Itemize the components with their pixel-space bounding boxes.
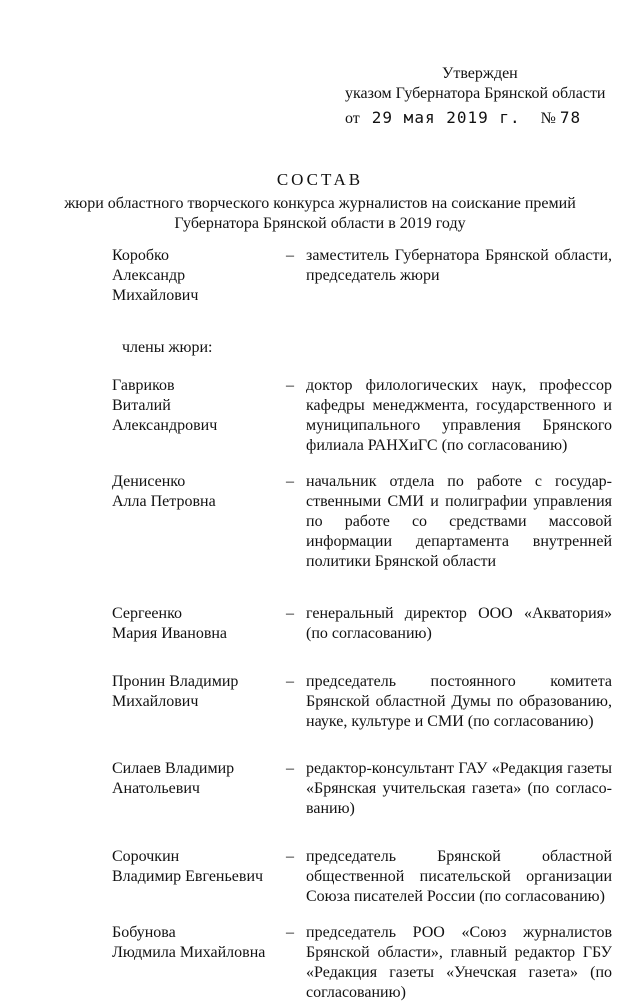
member-name — [112, 472, 274, 512]
approval-decree: указом Губернатора Брянской области — [345, 85, 606, 102]
dash: – — [286, 247, 294, 264]
member-surname: Денисенко — [112, 473, 186, 490]
member-name — [112, 847, 274, 887]
member-surname: Гавриков — [112, 377, 175, 394]
member-name — [112, 923, 274, 963]
members-label: члены жюри: — [122, 339, 213, 356]
member-given-names: Анатольевич — [112, 780, 200, 797]
member-name — [112, 604, 274, 644]
member-surname: Пронин Владимир — [112, 673, 239, 690]
member-surname: Силаев Владимир — [112, 760, 235, 777]
approval-date: 29 мая 2019 г. — [371, 108, 521, 127]
member-surname: Сергеенко — [112, 605, 183, 622]
member-name — [112, 672, 274, 712]
dash: – — [286, 924, 294, 941]
member-entry — [112, 672, 612, 732]
member-role: председатель постоянного комитета Брянской областной Думы по образованию, науке, культуре и СМИ (по согласованию) — [306, 673, 612, 730]
number-prefix: № — [540, 110, 556, 127]
member-given-names: Владимир Евгеньевич — [112, 868, 264, 885]
member-entry — [112, 376, 612, 456]
document-subtitle-line2: Губернатора Брянской области в 2019 году — [174, 215, 466, 232]
member-name — [112, 759, 274, 799]
member-name — [112, 376, 274, 436]
title-block — [0, 170, 640, 234]
dash: – — [286, 473, 294, 490]
document-title: СОСТАВ — [276, 170, 364, 189]
member-given-names: Людмила Михайловна — [112, 944, 266, 961]
member-role: начальник отдела по работе с государственными СМИ и полиграфии управления по работе со средствами массовой информации департамента внутренней политики Брянской области — [306, 473, 612, 570]
member-role: редактор-консультант ГАУ «Редакция газеты «Брянская учительская газета» (по согласованию) — [306, 760, 612, 817]
member-surname: Бобунова — [112, 924, 176, 941]
member-given-names: Алла Петровна — [112, 493, 216, 510]
member-entry — [112, 472, 612, 572]
member-given-names: Александр Михайлович — [112, 267, 199, 304]
dash: – — [286, 673, 294, 690]
member-role: доктор филологических наук, профессор кафедры менеджмента, государственного и муниципального управления Брянского филиала РАНХиГС (по согласованию) — [306, 377, 612, 454]
chairman-entry — [112, 246, 612, 306]
member-surname: Коробко — [112, 247, 169, 264]
approval-number: 78 — [559, 108, 582, 127]
member-role: генеральный директор ООО «Акватория» (по согласованию) — [306, 605, 612, 642]
approval-date-line — [345, 108, 625, 129]
member-entry — [112, 604, 612, 644]
member-given-names: Мария Ивановна — [112, 625, 228, 642]
member-given-names: Михайлович — [112, 693, 199, 710]
date-prefix: от — [345, 110, 360, 127]
member-entry — [112, 847, 612, 907]
dash: – — [286, 760, 294, 777]
dash: – — [286, 377, 294, 394]
member-surname: Сорочкин — [112, 848, 180, 865]
document-subtitle-line1: жюри областного творческого конкурса журналистов на соискание премий — [64, 195, 576, 212]
member-name — [112, 246, 274, 306]
member-given-names: Виталий Александрович — [112, 397, 218, 434]
approval-heading: Утвержден — [442, 65, 518, 82]
member-role: председатель Брянской областной общественной писательской организации Союза писателей России (по согласованию) — [306, 848, 612, 905]
jury-list — [112, 246, 612, 1003]
approval-block — [345, 64, 625, 129]
dash: – — [286, 848, 294, 865]
member-entry — [112, 759, 612, 819]
dash: – — [286, 605, 294, 622]
member-entry — [112, 923, 612, 1003]
member-role: заместитель Губернатора Брянской области, председатель жюри — [306, 247, 612, 284]
member-role: председатель РОО «Союз журналистов Брянской области», главный редактор ГБУ «Редакция газеты «Унечская газета» (по согласованию) — [306, 924, 612, 1001]
